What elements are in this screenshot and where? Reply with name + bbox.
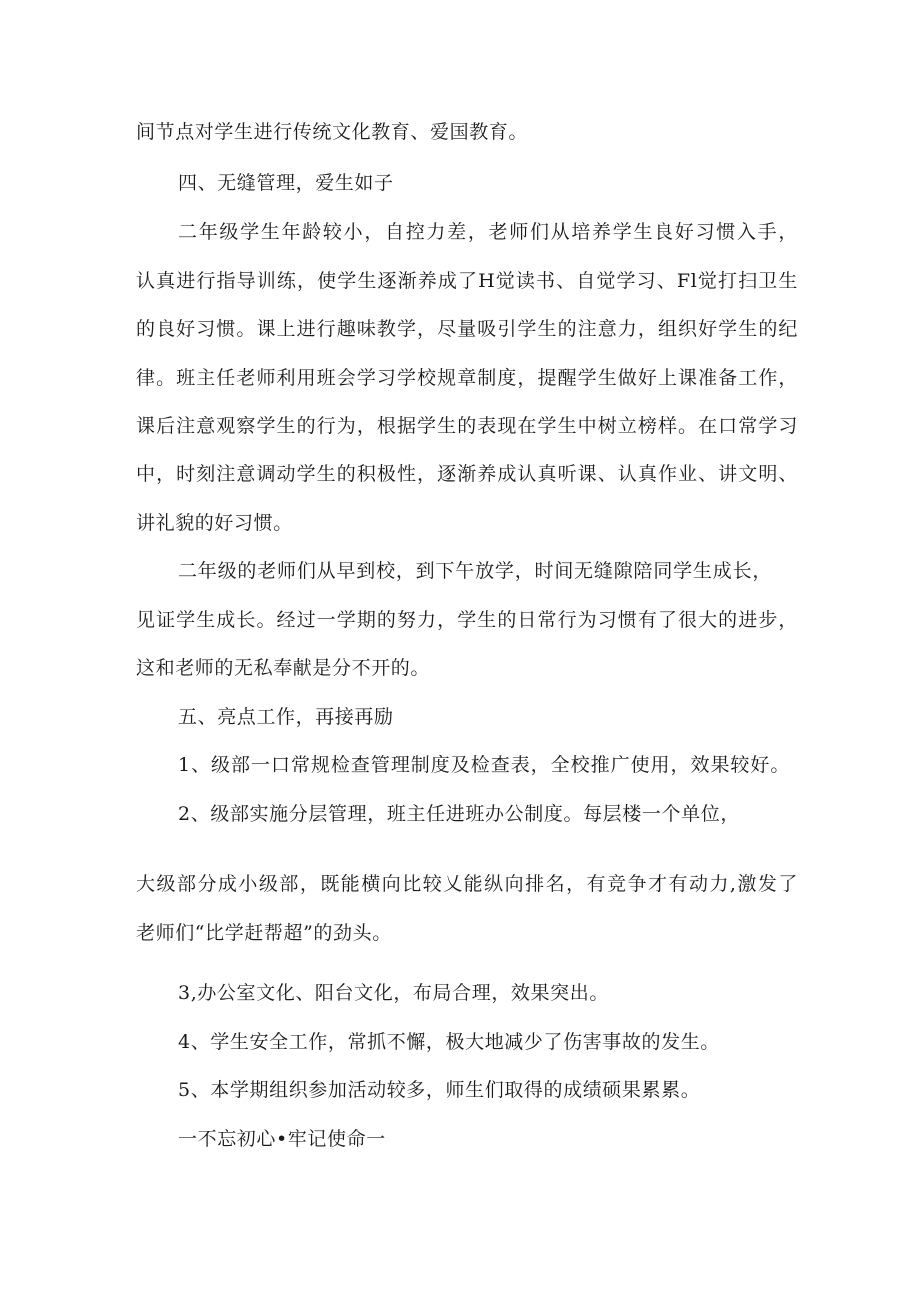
paragraph-line: 大级部分成小级部，既能横向比较乂能纵向排名，有竞争才有动力,激发了 [136,873,798,895]
paragraph-line: 中，时刻注意调动学生的积极性，逐渐养成认真听课、认真作业、讲文明、 [136,463,798,485]
list-item: 3,办公室文化、阳台文化，布局合理，效果突出。 [178,982,609,1004]
paragraph-line: 课后注意观察学生的行为，根据学生的表现在学生中树立榜样。在口常学习 [136,415,798,437]
paragraph-line: 间节点对学生进行传统文化教育、爱国教育。 [136,121,529,143]
paragraph-line: 见证学生成长。经过一学期的努力，学生的日常行为习惯有了很大的进步， [136,609,798,631]
paragraph-line: 二年级的老师们从早到校，到下午放学，时间无缝隙陪同学生成长， [178,560,772,582]
closing-slogan: 一不忘初心•牢记使命一 [178,1128,386,1150]
paragraph-line: 老师们“比学赶帮超”的劲头。 [136,922,392,944]
section-heading: 四、无缝管理，爱生如子 [178,172,394,194]
paragraph-line: 的良好习惯。课上进行趣味教学，尽量吸引学生的注意力，组织好学生的纪 [136,318,798,340]
paragraph-line: 这和老师的无私奉献是分不开的。 [136,657,431,679]
list-item: 4、学生安全工作，常抓不懈，极大地减少了伤害事故的发生。 [178,1031,720,1053]
list-item: 2、级部实施分层管理，班主任进班办公制度。每层楼一个单位， [178,803,740,825]
list-item: 1、级部一口常规检查管理制度及检查表，全校推广使用，效果较好。 [178,754,790,776]
section-heading: 五、亮点工作，再接再励 [178,706,394,728]
paragraph-line: 讲礼貌的好习惯。 [136,512,293,534]
list-item: 5、本学期组织参加活动较多，师生们取得的成绩硕果累累。 [178,1079,701,1101]
paragraph-line: 律。班主任老师利用班会学习学校规章制度，提醒学生做好上课准备工作， [136,367,798,389]
paragraph-line: 认真进行指导训练，使学生逐渐养成了H觉读书、自觉学习、Fl觉打扫卫生 [136,270,798,292]
paragraph-line: 二年级学生年龄较小，自控力差，老师们从培养学生良好习惯入手， [178,221,798,243]
